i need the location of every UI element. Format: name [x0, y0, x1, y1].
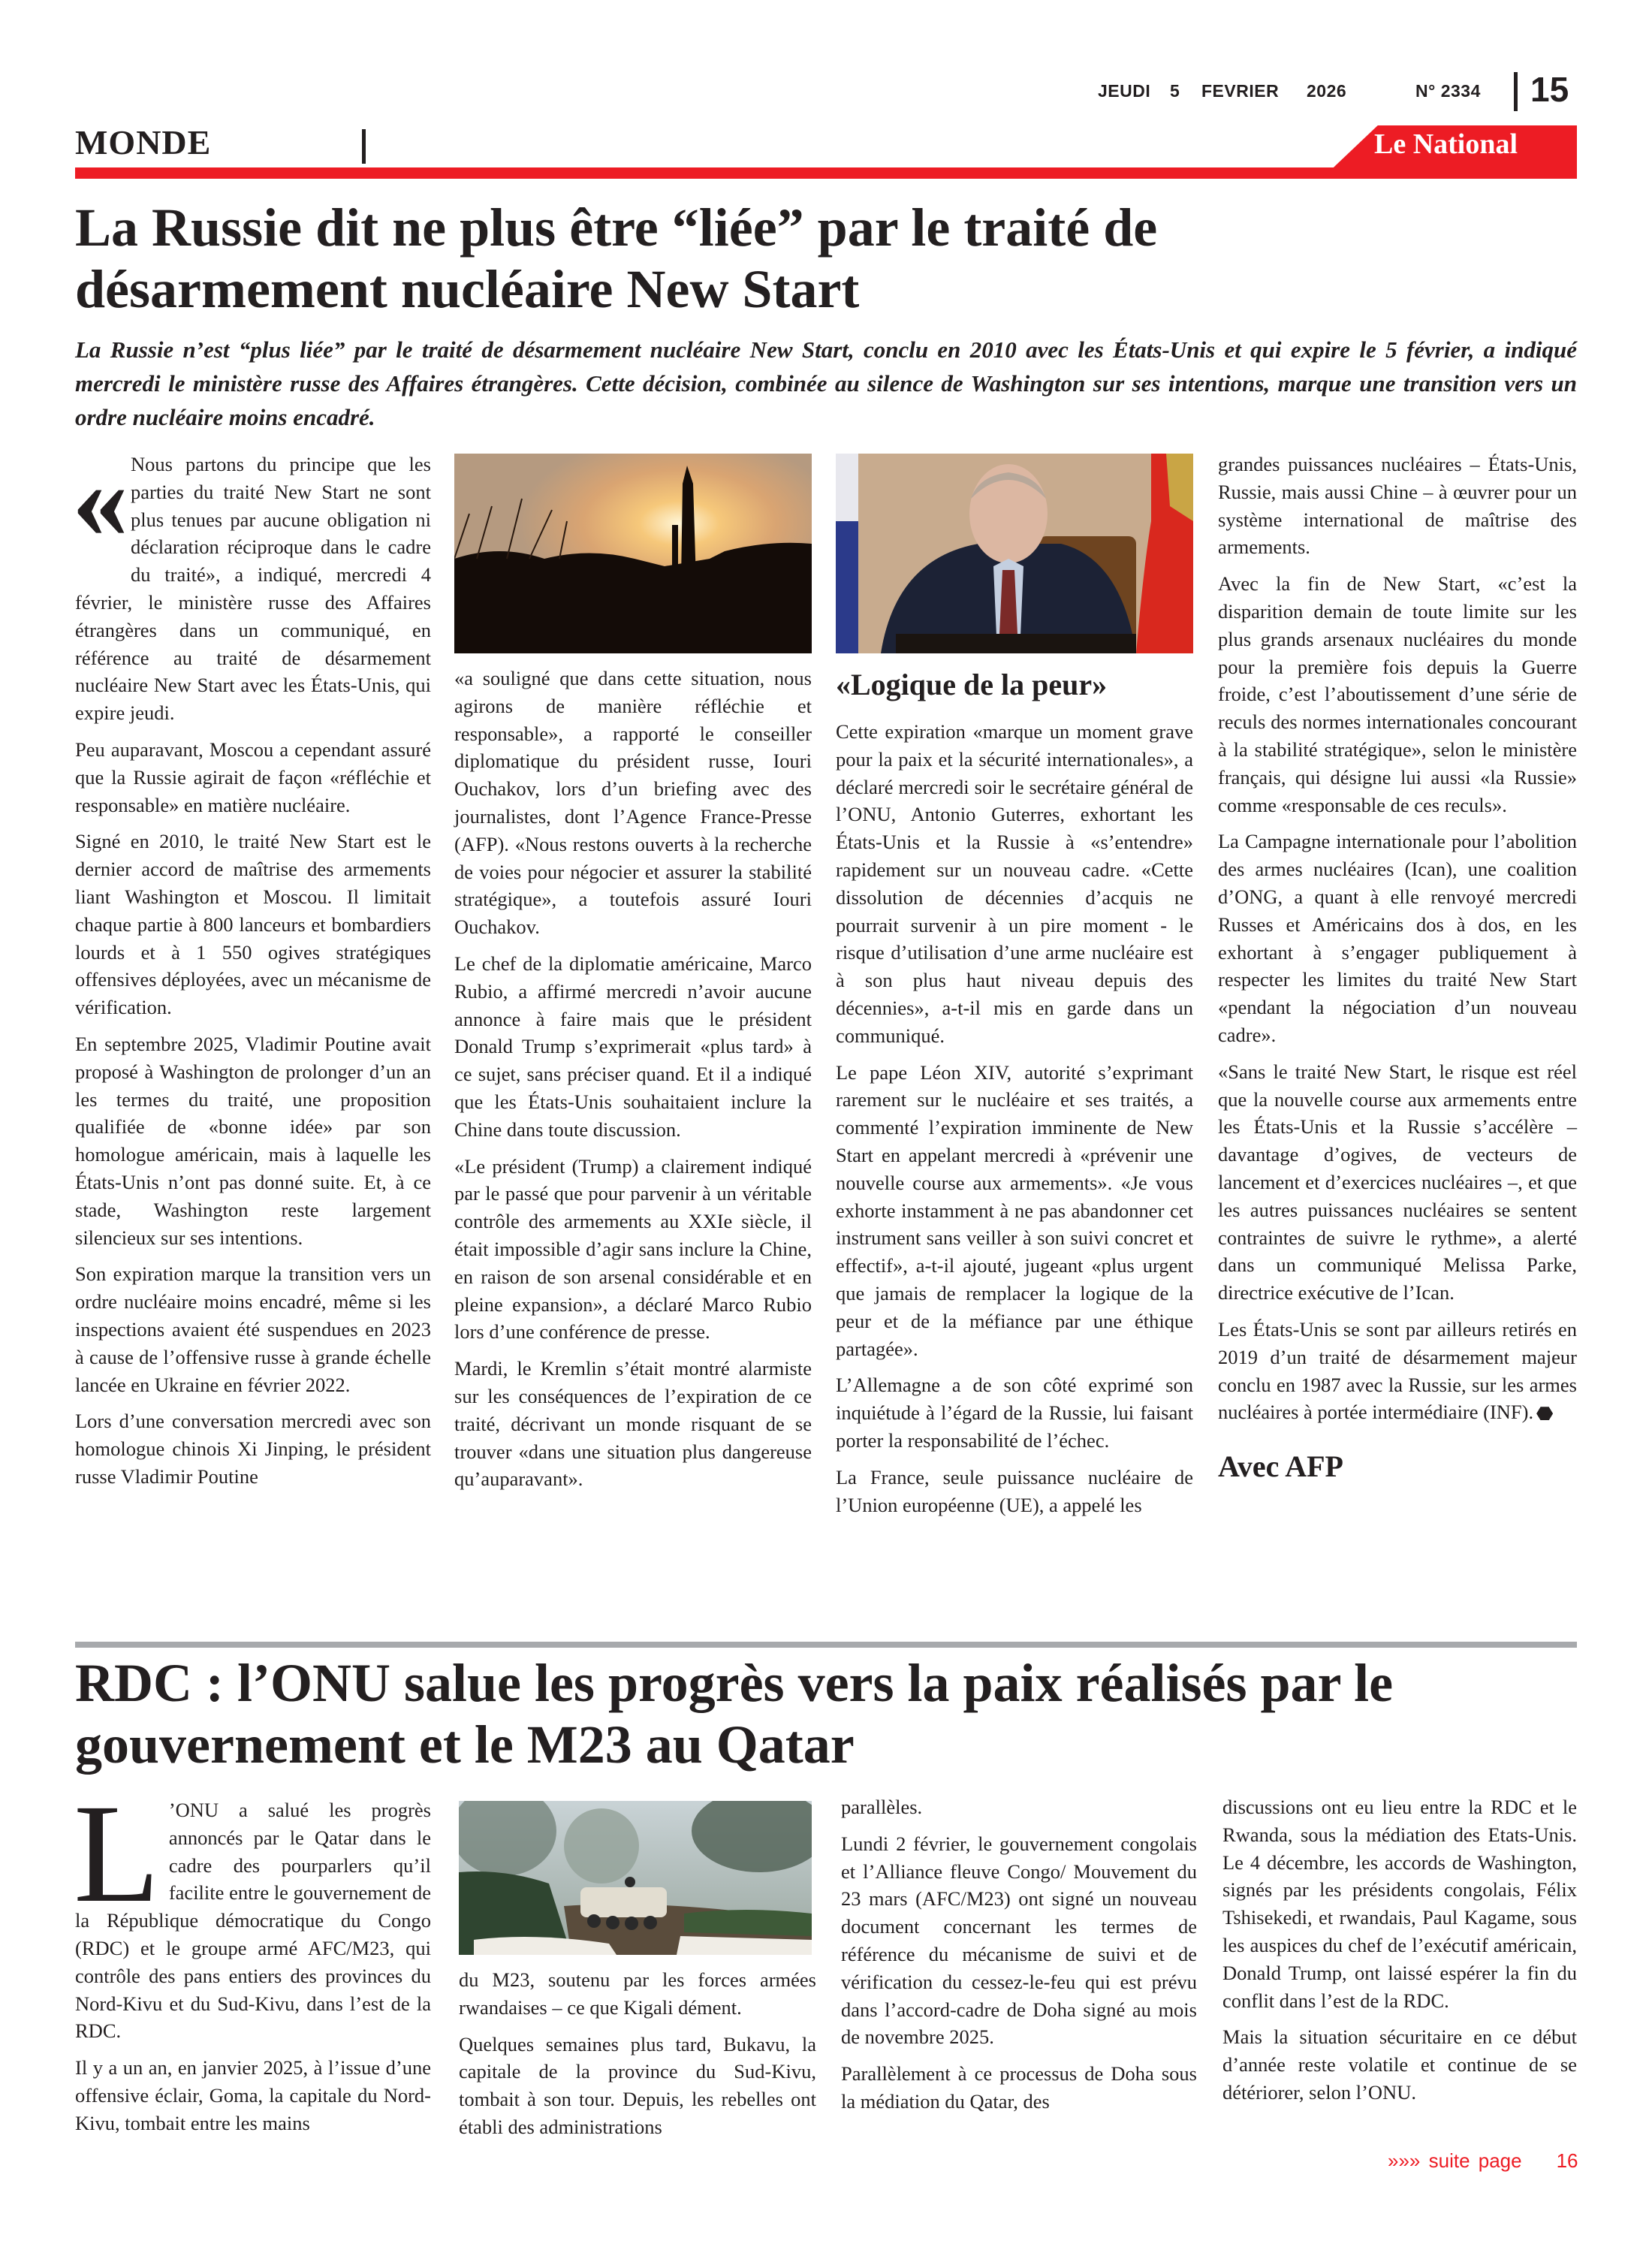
article-column-2 — [454, 665, 812, 1502]
paragraph: Le pape Léon XIV, autorité s’exprimant rarement sur le nucléaire et ses traités, a commenté l’expiration imminente de New Start en appelant mercredi à «prévenir une nouvelle course aux armements». «Je vous exhorte instamment à ne pas abandonner cet instrument sans veiller à son suivi concret et effectif», a-t-il ajouté, jugeant «plus urgent que jamais de remplacer la logique de la peur et de la méfiance par une éthique partagée». — [836, 1060, 1193, 1360]
paragraph: Lors d’une conversation mercredi avec son homologue chinois Xi Jinping, le président russe Vladimir Poutine — [75, 1410, 431, 1488]
paragraph: L’Allemagne a de son côté exprimé son inquiétude à l’égard de la Russie, lui faisant porter la responsabilité de l’échec. — [836, 1374, 1193, 1452]
paragraph: «Sans le traité New Start, le risque est réel que la nouvelle course aux armements entre les États-Unis et la Russie s’accélère – davantage d’ogives, de vecteurs de lancement et d’exercices nucléaires –, et que les autres puissances nucléaires se sentent contraintes de suivre le rythme», a alerté dans un communiqué Melissa Parke, directrice exécutive de l’Ican. — [1218, 1060, 1577, 1304]
article-column-4 — [1222, 1793, 1577, 2116]
paragraph: grandes puissances nucléaires – États-Unis, Russie, mais aussi Chine – à œuvrer pour un système international de maîtrise des armements. — [1218, 453, 1577, 559]
brand-logo: Le National — [1374, 128, 1518, 160]
paragraph: Parallèlement à ce processus de Doha sous la médiation du Qatar, des — [841, 2062, 1197, 2113]
paragraph: La Campagne internationale pour l’abolition des armes nucléaires (Ican), une coalition d’ONG, a quant à elle renvoyé mercredi Russes et Américains dos à dos, en les exhortant à s’engager publiquement à respecter les limites du traité New Start «pendant la négociation d’un nouveau cadre». — [1218, 830, 1577, 1046]
paragraph: Peu auparavant, Moscou a cependant assuré que la Russie agirait de façon «réfléchie et responsable» en matière nucléaire. — [75, 737, 431, 816]
article-signature: Avec AFP — [1218, 1449, 1343, 1484]
article-column-1 — [74, 1775, 431, 2146]
paragraph: L ’ONU a salué les progrès annoncés par le Qatar dans le cadre des pourparlers qu’il facilite entre le gouvernement de la République démocratique du Congo (RDC) et le groupe armé AFC/M23, qui contrôle des pans entiers des provinces du Nord-Kivu et du Sud-Kivu, dans l’est de la RDC. — [74, 1775, 431, 2043]
paragraph: En septembre 2025, Vladimir Poutine avait proposé à Washington de prolonger d’un an les termes du traité, une proposition qualifiée de «bonne idée» par son homologue américain, mais à laquelle les États-Unis n’ont pas donné suite. Et, à ce stade, Washington reste largement silencieux sur ses intentions. — [75, 1032, 431, 1249]
paragraph: Cette expiration «marque un moment grave pour la paix et la sécurité internationales», a déclaré mercredi soir le secrétaire général de l’ONU, Antonio Guterres, exhortant les États-Unis et la Russie à «s’entendre» rapidement sur un nouveau cadre. «Cette dissolution de décennies d’acquis ne pourrait survenir à un pire moment - le risque d’utilisation d’une arme nucléaire est à son plus haut niveau depuis des décennies», a-t-il mis en garde dans un communiqué. — [836, 720, 1193, 1047]
missile-silhouette-image — [454, 454, 812, 653]
page-number: 15 — [1530, 70, 1569, 109]
article-headline: La Russie dit ne plus être “liée” par le traité de désarmement nucléaire New Start — [75, 198, 1158, 319]
missile-photo — [454, 454, 812, 653]
paragraph: Signé en 2010, le traité New Start est le dernier accord de maîtrise des armements liant Washington et Moscou. Il limitait chaque partie à 800 lanceurs et bombardiers lourds et à 1 550 ogives stratégiques offensives déployées, avec un mécanisme de vérification. — [75, 830, 431, 1019]
continued-page-number: 16 — [1556, 2149, 1578, 2172]
paragraph: « Nous partons du principe que les parties du traité New Start ne sont plus tenues par aucune obligation ni déclaration réciproque dans le cadre du traité», a indiqué, mercredi 4 février, le ministère russe des Affaires étrangères dans un communiqué, en référence au traité de désarmement nucléaire New Start avec les États-Unis, qui expire jeudi. — [72, 437, 431, 725]
paragraph: Lundi 2 février, le gouvernement congolais et l’Alliance fleuve Congo/ Mouvement du 23 mars (AFC/M23) ont signé un nouveau document concernant les termes de référence du mécanisme de suivi et de vérification du cessez-le-feu qui est prévu dans l’accord-cadre de Doha signé au mois de novembre 2025. — [841, 1832, 1197, 2049]
paragraph: discussions ont eu lieu entre la RDC et le Rwanda, sous la médiation des Etats-Unis. Le 4 décembre, les accords de Washington, signés par les présidents congolais, Félix Tshisekedi, et rwandais, Paul Kagame, sous les auspices du chef de l’exécutif américain, Donald Trump, ont laissé espérer la fin du conflit dans l’est de la RDC. — [1222, 1796, 1577, 2012]
date-day: JEUDI — [1098, 81, 1151, 101]
paragraph: du M23, soutenu par les forces armées rwandaises – ce que Kigali dément. — [459, 1968, 816, 2019]
paragraph: Le chef de la diplomatie américaine, Marco Rubio, a affirmé mercredi n’avoir aucune annonce à faire mais que le président Donald Trump s’exprimerait «plus tard» à ce sujet, sans préciser quand. Et il a indiqué que les États-Unis souhaitaient inclure la Chine dans toute discussion. — [454, 952, 812, 1141]
article-column-4 — [1218, 451, 1577, 1484]
issue-number: N° 2334 — [1415, 81, 1481, 101]
article-headline: RDC : l’ONU salue les progrès vers la paix réalisés par le gouvernement et le M23 au Qatar — [75, 1653, 1394, 1775]
date-year: 2026 — [1307, 81, 1347, 101]
paragraph: Mais la situation sécuritaire en ce début d’année reste volatile et continue de se détériorer, selon l’ONU. — [1222, 2025, 1577, 2104]
date-number: 5 — [1170, 81, 1180, 101]
paragraph: Avec la fin de New Start, «c’est la disparition demain de toute limite sur les plus grands arsenaux nucléaires du monde pour la première fois depuis la Guerre froide, c’est l’aboutissement d’une série de reculs des normes internationales concourant à la stabilité stratégique», selon le ministère français, qui désigne lui aussi «la Russie» comme «responsable de ces reculs». — [1218, 572, 1577, 816]
article-lead: La Russie n’est “plus liée” par le traité de désarmement nucléaire New Start, conclu en 2010 avec les États-Unis et qui expire le 5 février, a indiqué mercredi le ministère russe des Affaires étrangères. Cette décision, combinée au silence de Washington sur ses intentions, marque une transition vers un ordre nucléaire moins encadré. — [75, 336, 1577, 430]
president-portrait-image — [836, 454, 1193, 653]
paragraph: Mardi, le Kremlin s’était montré alarmiste sur les conséquences de l’expiration de ce traité, décrivant un monde risquant de se trouver «dans une situation plus dangereuse qu’auparavant». — [454, 1357, 812, 1491]
article-column-3 — [841, 1793, 1197, 2125]
paragraph: Quelques semaines plus tard, Bukavu, la capitale de la province du Sud-Kivu, tombait à son tour. Depuis, les rebelles ont établi des administrations — [459, 2032, 816, 2138]
header-divider — [1514, 72, 1518, 111]
article-subheading: «Logique de la peur» — [836, 668, 1108, 701]
section-divider — [362, 129, 366, 164]
date-month: FEVRIER — [1201, 81, 1280, 101]
armored-vehicle-photo — [459, 1801, 812, 1955]
paragraph: Son expiration marque la transition vers un ordre nucléaire moins encadré, même si les inspections avaient été suspendues en 2023 à cause de l’offensive russe à grande échelle lancée en Ukraine en février 2022. — [75, 1262, 431, 1396]
paragraph: La France, seule puissance nucléaire de l’Union européenne (UE), a appelé les — [836, 1465, 1193, 1516]
continued-label: »»» suite page — [1388, 2149, 1522, 2172]
article-column-1 — [72, 437, 431, 1500]
continued-on-page-link[interactable] — [1388, 2149, 1578, 2173]
paragraph: Il y a un an, en janvier 2025, à l’issue d’une offensive éclair, Goma, la capitale du Nord-Kivu, tombait entre les mains — [75, 2056, 431, 2134]
paragraph: parallèles. — [841, 1796, 923, 1818]
drop-cap: L — [74, 1775, 160, 1932]
paragraph: «a souligné que dans cette situation, nous agirons de manière réfléchie et responsable», a rapporté le conseiller diplomatique du président russe, Iouri Ouchakov, lors d’un briefing avec des journalistes, dont l’Agence France-Presse (AFP). «Nous restons ouverts à la recherche de voies pour négocier et assurer la stabilité stratégique», a toutefois assuré Iouri Ouchakov. — [454, 667, 812, 939]
article-column-3 — [836, 667, 1193, 1528]
armored-vehicle-image — [459, 1801, 812, 1955]
end-of-article-icon — [1536, 1407, 1553, 1420]
article-column-2 — [459, 1966, 816, 2150]
opening-quote-icon: « — [72, 437, 128, 562]
paragraph: Les États-Unis se sont par ailleurs retirés en 2019 d’un traité de désarmement majeur conclu en 1987 avec la Russie, sur les armes nucléaires à portée intermédiaire (INF). — [1218, 1317, 1577, 1424]
article-separator — [75, 1642, 1577, 1648]
president-photo — [836, 454, 1193, 653]
paragraph: «Le président (Trump) a clairement indiqué par le passé que pour parvenir à un véritable contrôle des armements au XXIe siècle, il était impossible d’agir sans inclure la Chine, en raison de son arsenal considérable et en pleine expansion», a déclaré Marco Rubio lors d’une conférence de presse. — [454, 1154, 812, 1344]
section-label: MONDE — [75, 123, 212, 161]
